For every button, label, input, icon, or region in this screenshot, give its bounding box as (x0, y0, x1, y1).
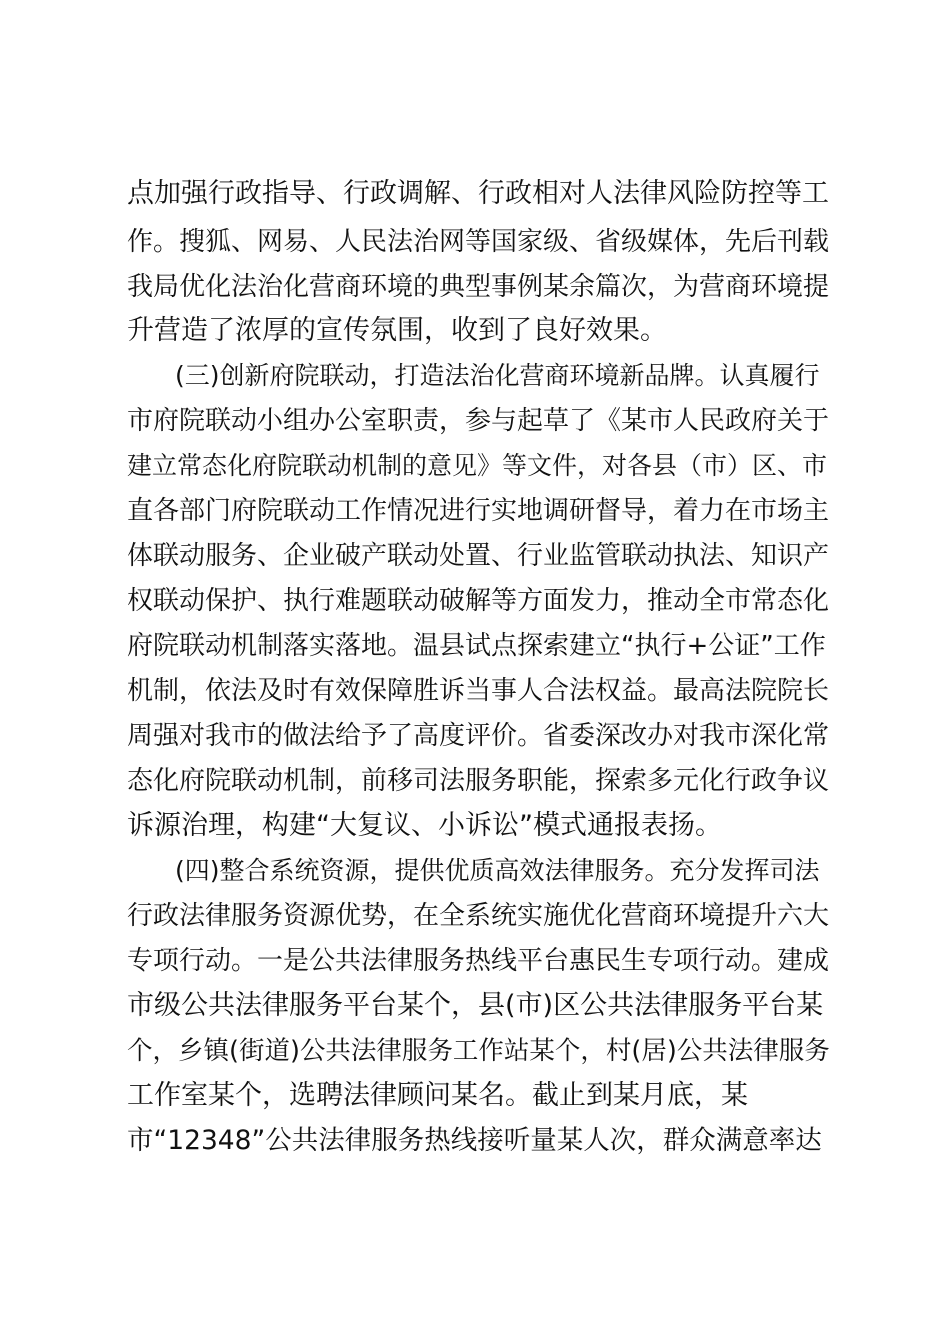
text-line: 机制，依法及时有效保障胜诉当事人合法权益。最高法院院长 (127, 676, 830, 706)
text-line: 行政法律服务资源优势，在全系统实施优化营商环境提升六大 (127, 901, 830, 931)
text-line: 个，乡镇(街道)公共法律服务工作站某个，村(居)公共法律服务 (127, 1036, 830, 1066)
text-line: 点加强行政指导、行政调解、行政相对人法律风险防控等工 (127, 178, 829, 209)
text-line: 直各部门府院联动工作情况进行实地调研督导，着力在市场主 (127, 496, 830, 526)
text-line: 工作室某个，选聘法律顾问某名。截止到某月底，某 (127, 1080, 748, 1111)
text-line: 升营造了浓厚的宣传氛围，收到了良好效果。 (127, 315, 667, 346)
text-line: 态化府院联动机制，前移司法服务职能，探索多元化行政争议 (127, 766, 830, 796)
text-line: 市府院联动小组办公室职责，参与起草了《某市人民政府关于 (127, 406, 830, 436)
text-line: 市“12348”公共法律服务热线接听量某人次，群众满意率达 (127, 1125, 822, 1156)
text-line: 我局优化法治化营商环境的典型事例某余篇次，为营商环境提 (127, 272, 830, 302)
text-line: 专项行动。一是公共法律服务热线平台惠民生专项行动。建成 (127, 946, 830, 976)
text-line: 府院联动机制落实落地。温县试点探索建立“执行+公证”工作 (127, 631, 826, 661)
text-line: 权联动保护、执行难题联动破解等方面发力，推动全市常态化 (127, 586, 830, 616)
paragraph-start-line: (三)创新府院联动，打造法治化营商环境新品牌。认真履行 (175, 361, 820, 390)
text-line: 体联动服务、企业破产联动处置、行业监管联动执法、知识产 (127, 541, 830, 571)
text-line: 作。搜狐、网易、人民法治网等国家级、省级媒体，先后刊载 (127, 227, 830, 257)
text-line: 周强对我市的做法给予了高度评价。省委深改办对我市深化常 (127, 721, 830, 751)
text-line: 诉源治理，构建“大复议、小诉讼”模式通报表扬。 (127, 810, 722, 841)
paragraph-start-line: (四)整合系统资源，提供优质高效法律服务。充分发挥司法 (175, 856, 820, 885)
text-line: 建立常态化府院联动机制的意见》等文件，对各县（市）区、市 (127, 451, 828, 480)
text-line: 市级公共法律服务平台某个，县(市)区公共法律服务平台某 (127, 990, 824, 1021)
